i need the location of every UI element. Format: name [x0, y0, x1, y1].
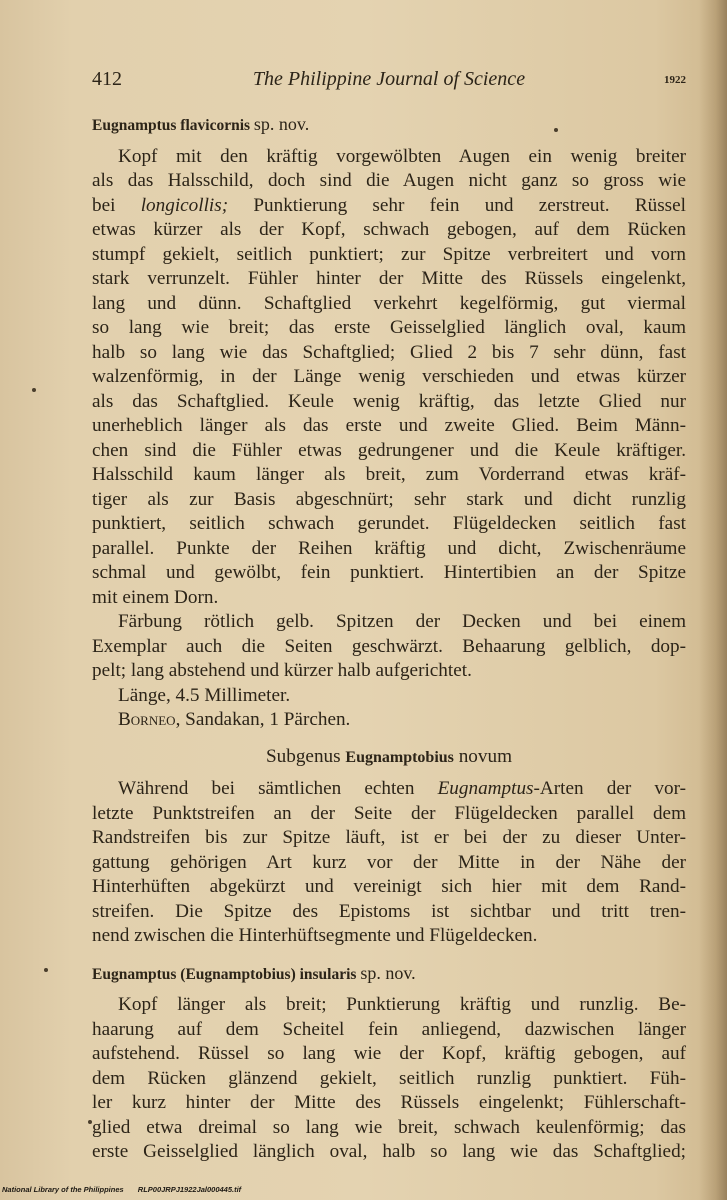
text-line: letzte Punktstreifen an der Seite der Flügeldecken parallel dem — [92, 802, 686, 824]
scan-speck — [32, 388, 36, 392]
text-line: nend zwischen die Hinterhüftsegmente und Flügeldecken. — [92, 925, 538, 946]
text-line: chen sind die Fühler etwas gedrungener und die Keule kräftiger. — [92, 439, 686, 461]
description-paragraph-2 — [92, 610, 686, 684]
text-line: parallel. Punkte der Reihen kräftig und dicht, Zwischenräume — [92, 537, 686, 559]
file-identifier: RLP00JRPJ1922Jal000445.tif — [137, 1185, 242, 1194]
text-line: dem Rücken glänzend gekielt, seitlich runzlig punktiert. Füh- — [92, 1067, 686, 1089]
text-line: halb so lang wie das Schaftglied; Glied 2 bis 7 sehr dünn, fast — [92, 341, 686, 363]
text-line: bei longicollis; Punktierung sehr fein und zerstreut. Rüssel — [92, 194, 686, 216]
scan-speck — [554, 128, 558, 132]
species-heading-insularis — [92, 961, 686, 986]
text-line: aufstehend. Rüssel so lang wie der Kopf, kräftig gebogen, auf — [92, 1043, 686, 1064]
species-heading-flavicornis — [92, 112, 686, 137]
text-line: als das Halsschild, doch sind die Augen nicht ganz so gross wie — [92, 170, 686, 191]
running-header — [92, 68, 686, 98]
text-line: schmal und gewölbt, fein punktiert. Hintertibien an der Spitze — [92, 562, 686, 583]
text-line: Halsschild kaum länger als breit, zum Vorderrand etwas kräf- — [92, 464, 686, 485]
text-line: stark verrunzelt. Fühler hinter der Mitte des Rüssels eingelenkt, — [92, 268, 686, 289]
text-line: ler kurz hinter der Mitte des Rüssels eingelenkt; Fühlerschaft- — [92, 1092, 686, 1113]
header-year: 1922 — [664, 74, 686, 86]
text-line: lang und dünn. Schaftglied verkehrt kegelförmig, gut viermal — [92, 292, 686, 314]
scan-footer — [2, 1185, 253, 1194]
text-line: haarung auf dem Scheitel fein anliegend, dazwischen länger — [92, 1018, 686, 1040]
article-body — [92, 112, 686, 1165]
binding-shadow — [699, 0, 727, 1200]
text-line: Kopf mit den kräftig vorgewölbten Augen ein wenig breiter — [118, 145, 686, 167]
text-line: Kopf länger als breit; Punktierung kräftig und runzlig. Be- — [118, 994, 686, 1015]
species-status: sp. nov. — [253, 114, 310, 134]
italic-genus-ref: Eugnamptus — [437, 778, 534, 799]
text-line: Randstreifen bis zur Spitze läuft, ist er bei der zu dieser Unter- — [92, 827, 686, 848]
length-line: Länge, 4.5 Millimeter. — [118, 684, 291, 706]
text-line: punktiert, seitlich schwach gerundet. Flügeldecken seitlich fast — [92, 513, 686, 534]
text-line: glied etwa dreimal so lang wie breit, schwach keulenförmig; das — [92, 1116, 686, 1138]
text-line: walzenförmig, in der Länge wenig verschieden und etwas kürzer — [92, 366, 686, 387]
text-line: Exemplar auch die Seiten geschwärzt. Behaarung gelblich, dop- — [92, 635, 686, 657]
text-line: stumpf gekielt, seitlich punktiert; zur Spitze verbreitert und vorn — [92, 243, 686, 265]
scan-speck — [88, 1120, 92, 1124]
subgenus-heading: Subgenus Eugnamptobius novum — [265, 745, 513, 767]
species-name: Eugnamptus (Eugnamptobius) insularis — [92, 965, 357, 983]
text-line: als das Schaftglied. Keule wenig kräftig, das letzte Glied nur — [92, 390, 686, 412]
species-name: Eugnamptus flavicornis — [92, 117, 251, 134]
library-credit: National Library of the Philippines — [2, 1185, 124, 1194]
text-line: Während bei sämtlichen echten Eugnamptus-Arten der vor- — [118, 778, 686, 799]
species-status: sp. nov. — [360, 962, 416, 983]
text-line: so lang wie breit; das erste Geisselglied länglich oval, kaum — [92, 317, 686, 338]
text-line: Hinterhüften abgekürzt und vereinigt sich hier mit dem Rand- — [92, 876, 686, 897]
text-line: etwas kürzer als der Kopf, schwach gebogen, auf dem Rücken — [92, 219, 686, 240]
text-line: unerheblich länger als das erste und zweite Glied. Beim Männ- — [92, 415, 686, 436]
text-line: pelt; lang abstehend und kürzer halb aufgerichtet. — [92, 660, 472, 681]
text-line: gattung gehörigen Art kurz vor der Mitte in der Nähe der — [92, 851, 686, 873]
locality-line: Borneo, Sandakan, 1 Pärchen. — [118, 709, 351, 730]
text-line: Färbung rötlich gelb. Spitzen der Decken und bei einem — [118, 611, 686, 632]
text-line: erste Geisselglied länglich oval, halb so lang wie das Schaftglied; — [92, 1141, 686, 1162]
description-paragraph-3 — [92, 993, 686, 1165]
text-line: mit einem Dorn. — [92, 586, 219, 608]
subgenus-name: Eugnamptobius — [345, 748, 454, 766]
text-line: streifen. Die Spitze des Epistoms ist sichtbar und tritt tren- — [92, 900, 686, 922]
description-paragraph-1 — [92, 145, 686, 611]
subgenus-paragraph — [92, 777, 686, 949]
page-number: 412 — [92, 68, 122, 90]
text-line: tiger als zur Basis abgeschnürt; sehr stark und dicht runzlig — [92, 488, 686, 510]
scan-speck — [44, 968, 48, 972]
journal-title: The Philippine Journal of Science — [252, 68, 526, 90]
italic-species-ref: longicollis; — [140, 194, 229, 216]
locality-country: Borneo — [118, 709, 176, 730]
